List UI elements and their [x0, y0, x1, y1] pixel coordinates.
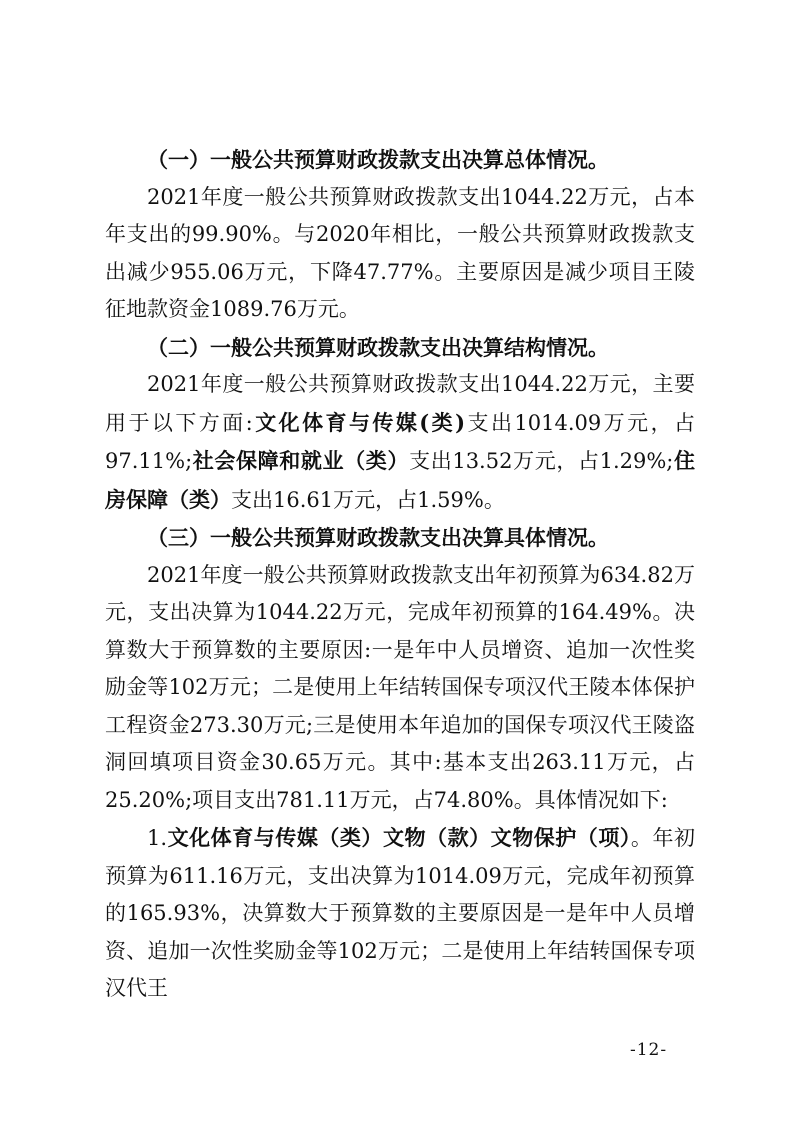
paragraph-item-1	[105, 819, 695, 1008]
page-number: -12-	[630, 1040, 668, 1060]
structure-intro: 2021年度一般公共预算财政拨款支出1044.22万元，主要用于以下方面:	[105, 372, 695, 435]
category-culture: 文化体育与传媒(类)	[252, 409, 466, 435]
category-housing: 住房保障（类）	[105, 448, 696, 512]
section-heading-3: （三）一般公共预算财政拨款支出决算具体情况。	[147, 525, 609, 550]
item-number: 1.	[147, 826, 168, 850]
category-social-security: 社会保障和就业（类）	[192, 448, 410, 473]
category-housing-amount: 支出16.61万元，占1.59%。	[231, 487, 505, 512]
section-heading-1: （一）一般公共预算财政拨款支出决算总体情况。	[147, 147, 609, 172]
paragraph-overview: 2021年度一般公共预算财政拨款支出1044.22万元，占本年支出的99.90%。与2020年相比，一般公共预算财政拨款支出减少955.06万元，下降47.77%。主要原因是减少项目王陵征地款资金1089.76万元。	[105, 184, 695, 321]
section-heading-2: （二）一般公共预算财政拨款支出决算结构情况。	[147, 334, 609, 360]
paragraph-details: 2021年度一般公共预算财政拨款支出年初预算为634.82万元，支出决算为1044.22万元，完成年初预算的164.49%。决算数大于预算数的主要原因:一是年中人员增资、追加一次性奖励金等102万元；二是使用上年结转国保专项汉代王陵本体保护工程资金273.30万元;三是使用本年追加的国保专项汉代王陵盗洞回填项目资金30.65万元。其中:基本支出263.11万元，占25.20%;项目支出781.11万元，占74.80%。具体情况如下:	[105, 562, 695, 812]
item-title: 文化体育与传媒（类）文物（款）文物保护（项）	[167, 825, 631, 850]
document-body	[105, 141, 695, 1008]
item-body: 。年初预算为611.16万元，支出决算为1014.09万元，完成年初预算的165.93%，决算数大于预算数的主要原因是一是年中人员增资、追加一次性奖励金等102万元；二是使用上年结转国保专项汉代王	[105, 826, 695, 1000]
category-culture-amount: 支出1014.09万元，占97.11%;	[105, 410, 696, 473]
category-social-security-amount: 支出13.52万元，占1.29%;	[409, 449, 674, 473]
paragraph-structure	[105, 366, 695, 519]
